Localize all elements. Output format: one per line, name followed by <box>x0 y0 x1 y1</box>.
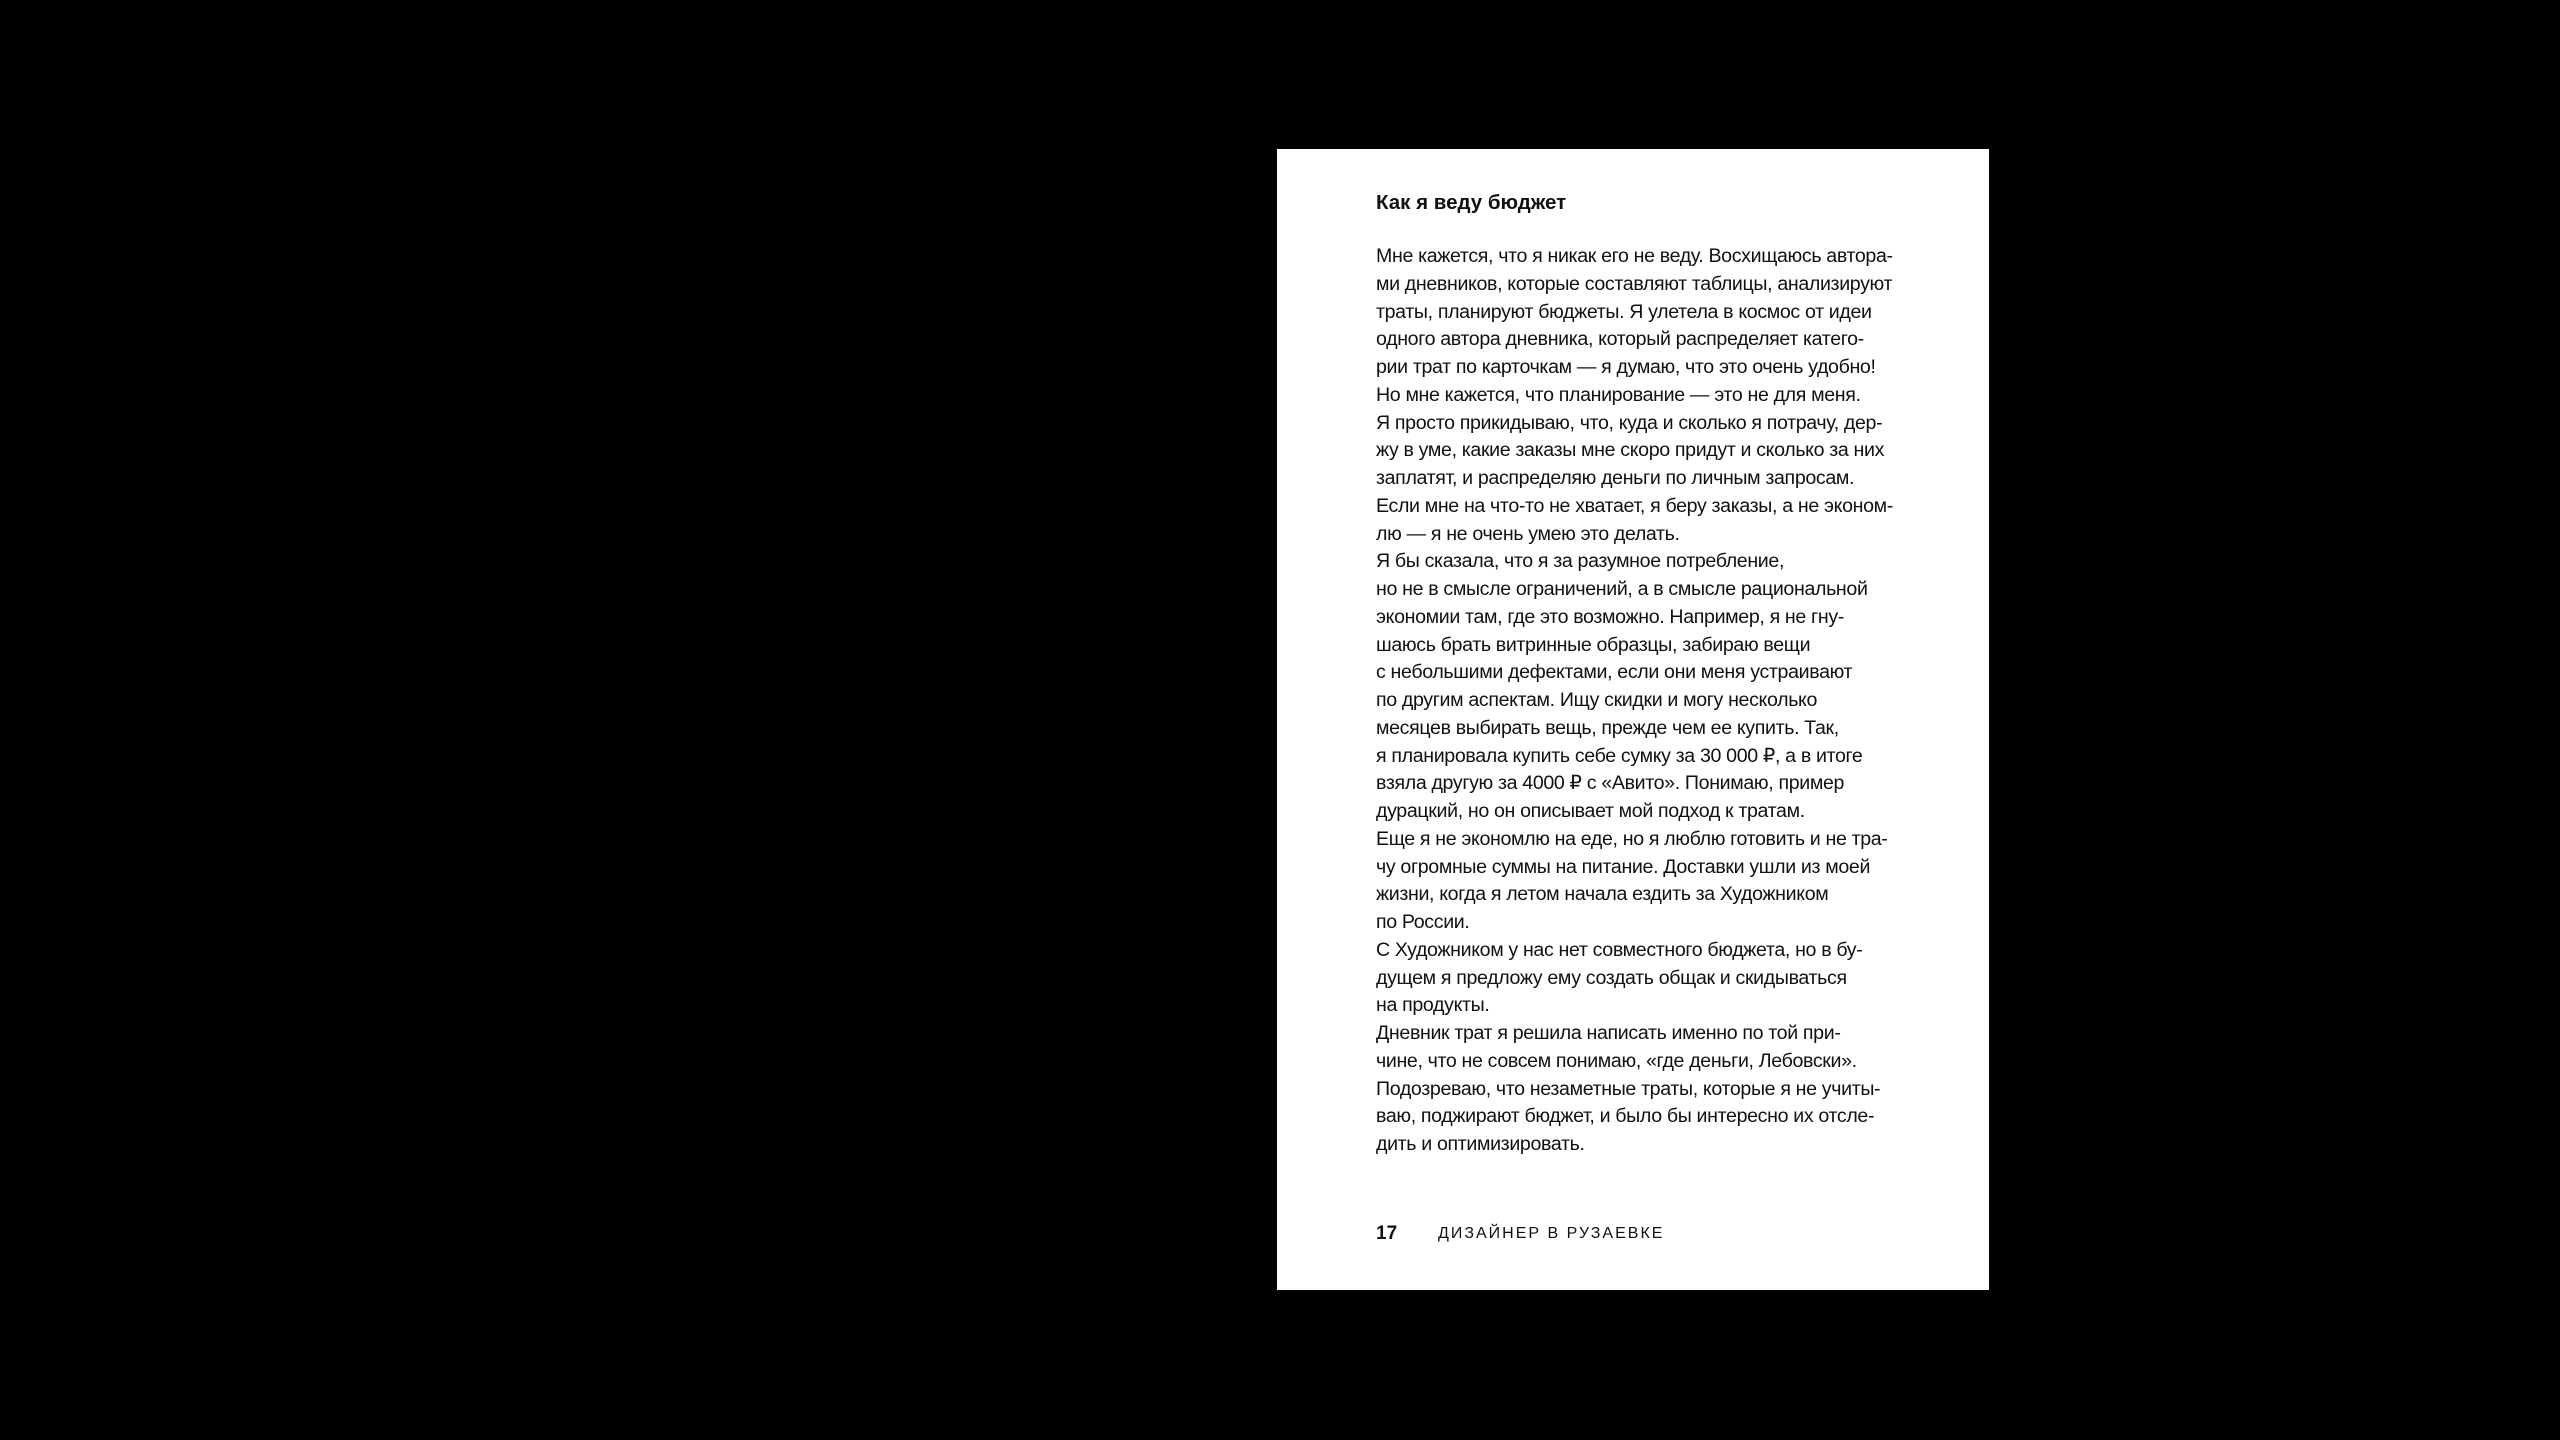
book-page <box>1277 149 1989 1290</box>
text-line: экономии там, где это возможно. Например, я не гну- <box>1376 605 1844 628</box>
text-line: я планировала купить себе сумку за 30 000 ₽, а в итоге <box>1376 744 1863 767</box>
text-line: Если мне на что-то не хватает, я беру заказы, а не эконом- <box>1376 494 1893 517</box>
running-title: ДИЗАЙНЕР В РУЗАЕВКЕ <box>1438 1225 1665 1242</box>
text-line: С Художником у нас нет совместного бюджета, но в бу- <box>1376 938 1863 961</box>
text-line: жу в уме, какие заказы мне скоро придут и сколько за них <box>1376 439 1885 462</box>
page-number: 17 <box>1376 1223 1398 1244</box>
text-line: Я просто прикидываю, что, куда и сколько я потрачу, дер- <box>1376 411 1883 434</box>
text-line: рии трат по карточкам — я думаю, что это очень удобно! <box>1376 356 1876 378</box>
text-line: траты, планируют бюджеты. Я улетела в космос от идеи <box>1376 300 1872 323</box>
text-line: дурацкий, но он описывает мой подход к тратам. <box>1376 800 1805 822</box>
text-line: дить и оптимизировать. <box>1376 1133 1585 1155</box>
text-line: Но мне кажется, что планирование — это не для меня. <box>1376 383 1861 406</box>
page-footer <box>1376 1220 1664 1248</box>
text-line: взяла другую за 4000 ₽ с «Авито». Понимаю, пример <box>1376 772 1845 795</box>
text-line: Еще я не экономлю на еде, но я люблю готовить и не тра- <box>1376 827 1888 850</box>
text-line: ми дневников, которые составляют таблицы, анализируют <box>1376 272 1893 295</box>
text-line: ваю, поджирают бюджет, и было бы интересно их отсле- <box>1376 1105 1875 1128</box>
text-line: с небольшими дефектами, если они меня устраивают <box>1376 661 1853 684</box>
text-line: по России. <box>1376 911 1470 933</box>
text-line: Я бы сказала, что я за разумное потребление, <box>1376 550 1785 573</box>
text-line: дущем я предложу ему создать общак и скидываться <box>1376 966 1847 989</box>
text-line: чине, что не совсем понимаю, «где деньги, Лебовски». <box>1376 1049 1857 1072</box>
text-line: но не в смысле ограничений, а в смысле рациональной <box>1376 578 1868 600</box>
text-line: месяцев выбирать вещь, прежде чем ее купить. Так, <box>1376 716 1839 739</box>
text-line: Подозреваю, что незаметные траты, которые я не учиты- <box>1376 1077 1881 1100</box>
text-line: Мне кажется, что я никак его не веду. Восхищаюсь автора- <box>1376 245 1893 267</box>
text-line: шаюсь брать витринные образцы, забираю вещи <box>1376 633 1811 656</box>
text-line: одного автора дневника, который распределяет катего- <box>1376 328 1864 351</box>
section-heading: Как я веду бюджет <box>1376 191 1567 214</box>
text-line: заплатят, и распределяю деньги по личным запросам. <box>1376 467 1855 489</box>
text-line: на продукты. <box>1376 994 1490 1017</box>
text-line: Дневник трат я решила написать именно по той при- <box>1376 1022 1841 1044</box>
text-line: чу огромные суммы на питание. Доставки ушли из моей <box>1376 855 1871 878</box>
text-line: лю — я не очень умею это делать. <box>1376 522 1680 545</box>
text-line: по другим аспектам. Ищу скидки и могу несколько <box>1376 689 1818 711</box>
text-line: жизни, когда я летом начала ездить за Художником <box>1376 883 1829 906</box>
body-text <box>1376 243 1893 1159</box>
